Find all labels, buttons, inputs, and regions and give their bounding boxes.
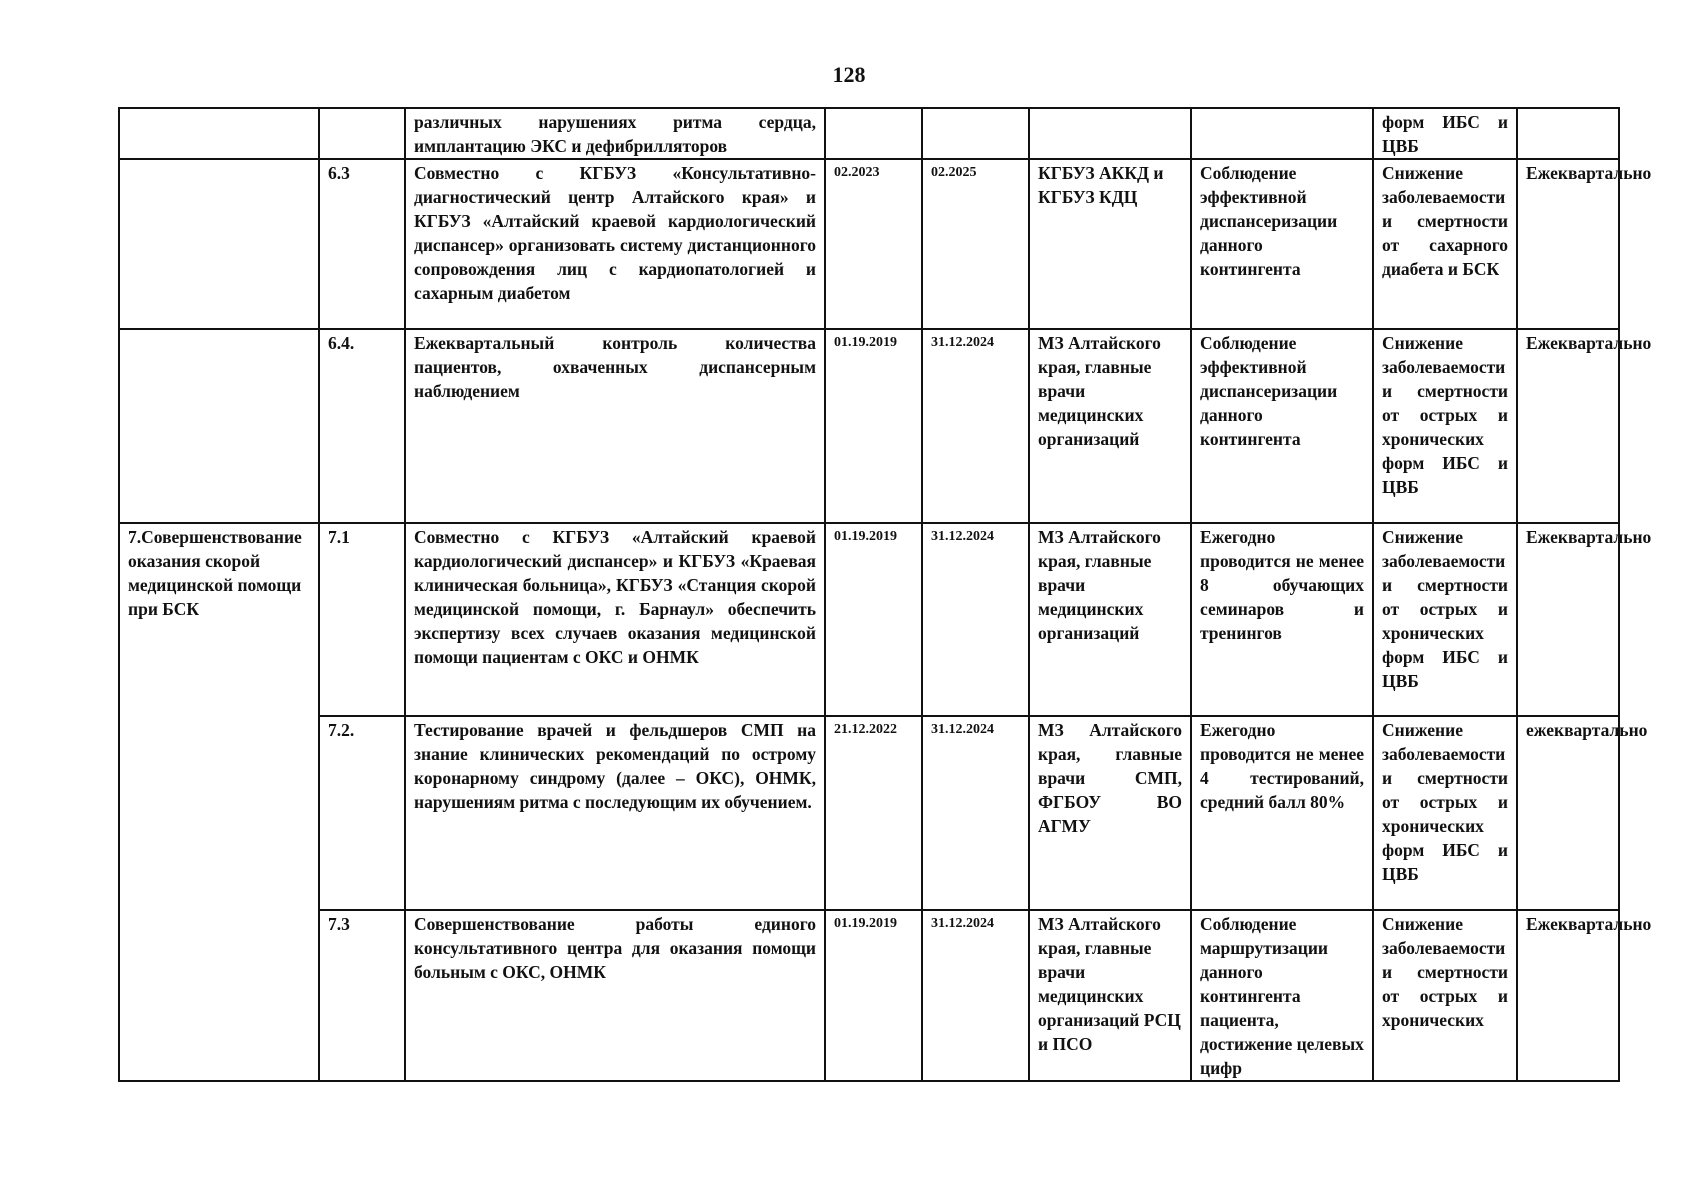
indicator-cell: Соблюдение маршрутизации данного контингента пациента, достижение целевых цифр [1191,910,1373,1081]
start-date-cell: 01.19.2019 [825,329,922,523]
result-cell: Снижение заболеваемости и смертности от острых и хронических форм ИБС и ЦВБ [1373,716,1517,910]
number-cell: 7.2. [319,716,405,910]
periodicity-cell: Ежеквартально [1517,523,1619,716]
table-row [119,329,1619,523]
measure-cell: различных нарушениях ритма сердца, имплантацию ЭКС и дефибрилляторов [405,108,825,159]
end-date-cell: 31.12.2024 [922,910,1029,1081]
responsible-cell: КГБУЗ АККД и КГБУЗ КДЦ [1029,159,1191,329]
measure-cell: Тестирование врачей и фельдшеров СМП на знание клинических рекомендаций по острому коронарному синдрому (далее – ОКС), ОНМК, нарушениям ритма с последующим их обучением. [405,716,825,910]
page-number: 128 [832,62,866,87]
responsible-cell [1029,108,1191,159]
indicator-cell: Ежегодно проводится не менее 4 тестирований, средний балл 80% [1191,716,1373,910]
number-cell: 6.3 [319,159,405,329]
start-date-cell: 21.12.2022 [825,716,922,910]
measure-cell: Совместно с КГБУЗ «Алтайский краевой кардиологический диспансер» и КГБУЗ «Краевая клиническая больница», КГБУЗ «Станция скорой медицинской помощи, г. Барнаул» обеспечить экспертизу всех случаев оказания медицинской помощи пациентам с ОКС и ОНМК [405,523,825,716]
number-cell: 7.3 [319,910,405,1081]
start-date-cell [825,108,922,159]
table-row [119,523,1619,716]
result-cell: Снижение заболеваемости и смертности от острых и хронических [1373,910,1517,1081]
result-cell: Снижение заболеваемости и смертности от острых и хронических форм ИБС и ЦВБ [1373,523,1517,716]
periodicity-cell: Ежеквартально [1517,910,1619,1081]
result-cell: Снижение заболеваемости и смертности от острых и хронических форм ИБС и ЦВБ [1373,329,1517,523]
periodicity-cell: Ежеквартально [1517,329,1619,523]
end-date-cell: 31.12.2024 [922,523,1029,716]
periodicity-cell [1517,108,1619,159]
end-date-cell [922,108,1029,159]
responsible-cell: МЗ Алтайского края, главные врачи медицинских организаций [1029,329,1191,523]
section-cell [119,329,319,523]
start-date-cell: 01.19.2019 [825,910,922,1081]
responsible-cell: МЗ Алтайского края, главные врачи медицинских организаций РСЦ и ПСО [1029,910,1191,1081]
table-row [119,159,1619,329]
responsible-cell: МЗ Алтайского края, главные врачи СМП, ФГБОУ ВО АГМУ [1029,716,1191,910]
measure-cell: Совместно с КГБУЗ «Консультативно-диагностический центр Алтайского края» и КГБУЗ «Алтайский краевой кардиологический диспансер» организовать систему дистанционного сопровождения лиц с кардиопатологией и сахарным диабетом [405,159,825,329]
section-cell [119,108,319,159]
responsible-cell: МЗ Алтайского края, главные врачи медицинских организаций [1029,523,1191,716]
number-cell: 6.4. [319,329,405,523]
measures-table [118,107,1652,1082]
indicator-cell [1191,108,1373,159]
start-date-cell: 02.2023 [825,159,922,329]
table-row [119,108,1619,159]
table-row [119,910,1619,1081]
measure-cell: Ежеквартальный контроль количества пациентов, охваченных диспансерным наблюдением [405,329,825,523]
section-cell [119,159,319,329]
measure-cell: Совершенствование работы единого консультативного центра для оказания помощи больным с ОКС, ОНМК [405,910,825,1081]
section-cell: 7.Совершенствование оказания скорой медицинской помощи при БСК [119,523,319,1081]
indicator-cell: Соблюдение эффективной диспансеризации данного контингента [1191,159,1373,329]
table-row [119,716,1619,910]
end-date-cell: 31.12.2024 [922,716,1029,910]
number-cell: 7.1 [319,523,405,716]
number-cell [319,108,405,159]
periodicity-cell: ежеквартально [1517,716,1619,910]
periodicity-cell: Ежеквартально [1517,159,1619,329]
start-date-cell: 01.19.2019 [825,523,922,716]
end-date-cell: 02.2025 [922,159,1029,329]
result-cell: Снижение заболеваемости и смертности от сахарного диабета и БСК [1373,159,1517,329]
indicator-cell: Ежегодно проводится не менее 8 обучающих семинаров и тренингов [1191,523,1373,716]
result-cell: форм ИБС и ЦВБ [1373,108,1517,159]
indicator-cell: Соблюдение эффективной диспансеризации данного контингента [1191,329,1373,523]
end-date-cell: 31.12.2024 [922,329,1029,523]
